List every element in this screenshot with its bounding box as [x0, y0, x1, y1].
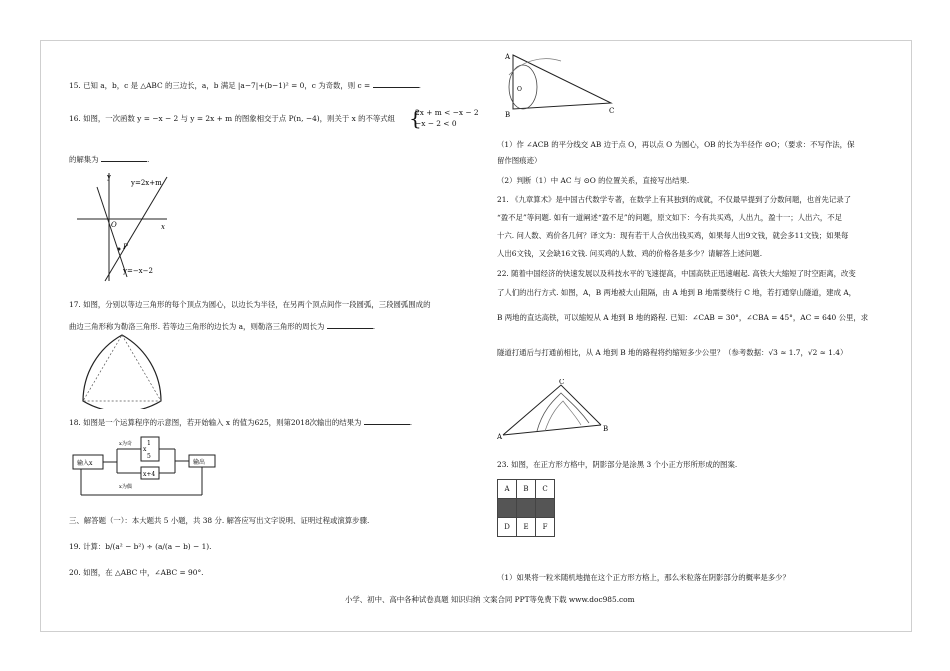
question-21: 21. 《九章算术》是中国古代数学专著，在数学上有其独到的成就，不仅最早提到了分数问题，也首先记录了: [497, 195, 852, 204]
svg-text:1: 1: [147, 440, 151, 447]
line-label-2: y=−x−2: [123, 267, 153, 275]
exam-page: 15. 已知 a，b，c 是 △ABC 的三边长，a，b 满足 |a−7|+(b−1)² = 0，c 为奇数，则 c = . 16. 如图，一次函数 y = −x − 2 与 y = 2x + m 的图象相交于点 P(n, −4)，则关于 x 的不等式组 { 2x + m < −x − 2 −x − 2 < 0 的解集为 . y x O P y=2x+m y=−x−2 17. 如图，分别以等边三角形的每个顶点为圆心，以边长为半径，在另两个顶点间作一段圆弧，三段圆弧围成的 曲边三角形称为勒洛三角形. 若等边三角形的边长为 a，则勒洛三角形的周长为 . 18. 如图是一个运算程序的示意图，若开始输入 x 的值为625，则第2018次输出的结果为 . 输入x x为奇 1 x 5 x+4 输出 x为偶 三、解答题（一）：本大题共 5 小题，共 38 分. 解答应写出文字说明、证明过程或演算步骤. 19. 计算：b/(a² − b²) ÷ (a/(a − b) − 1). 20. 如图，在 △ABC 中，∠ABC = 90°. A B C O （1）作 ∠ACB 的平分线交 AB 边于点 O，再以点 O 为圆心，OB 的长为半径作 ⊙O；（要求：不写作法，保 留作图痕迹） （2）判断（1）中 AC 与 ⊙O 的位置关系，直接写出结果. 21. 《九章算术》是中国古代数学专著，在数学上有其独到的成就，不仅最早提到了分数问题，也首先记录了 “盈不足”等问题. 如有一道阐述“盈不足”的问题，原文如下：今有共买鸡，人出九，盈十一；人出六，不足 十六. 问人数、鸡价各几何？译文为：现有若干人合伙出钱买鸡，如果每人出9文钱，就会多11文钱；如果每 人出6文钱，又会缺16文钱. 问买鸡的人数、鸡的价格各是多少？请解答上述问题. 22. 随着中国经济的快速发展以及科技水平的飞速提高，中国高铁正迅速崛起. 高铁大大缩短了时空距离，改变 了人们的出行方式. 如图，A，B 两地被大山阻隔，由 A 地到 B 地需要绕行 C 地，若打通穿山隧道，建成 A， B 两地的直达高铁，可以缩短从 A 地到 B 地的路程. 已知：∠CAB = 30°，∠CBA = 45°，AC = 640 公里，求 隧道打通后与打通前相比，从 A 地到 B 地的路程将约缩短多少公里？（参考数据：√3 ≈ 1.7，√2 ≈ 1.4） A B C 23. 如图，在正方形方格中，阴影部分是涂黑 3 个小正方形所形成的图案. A B C D E F （1）如果将一粒米随机地抛在这个正方形方格上，那么米粒落在阴影部分的概率是多少？: [40, 40, 912, 632]
grid-cell: F: [536, 518, 555, 537]
inequality-system: { 2x + m < −x − 2 −x − 2 < 0: [409, 106, 479, 130]
question-20-part-2: （2）判断（1）中 AC 与 ⊙O 的位置关系，直接写出结果.: [497, 176, 690, 185]
tunnel-point-a: A: [497, 433, 503, 441]
origin-label: O: [111, 221, 117, 229]
tunnel-point-c: C: [559, 379, 565, 386]
question-20: 20. 如图，在 △ABC 中，∠ABC = 90°.: [69, 568, 204, 577]
grid-cell: B: [517, 480, 536, 499]
question-15: 15. 已知 a，b，c 是 △ABC 的三边长，a，b 满足 |a−7|+(b−1)² = 0，c 为奇数，则 c = .: [69, 81, 421, 90]
tunnel-point-b: B: [603, 425, 609, 433]
square-grid: [497, 479, 555, 537]
point-o-label: O: [517, 86, 522, 93]
linear-function-graph: [69, 169, 209, 285]
question-18: 18. 如图是一个运算程序的示意图，若开始输入 x 的值为625，则第2018次输出的结果为 .: [69, 418, 413, 427]
question-19: 19. 计算：b/(a² − b²) ÷ (a/(a − b) − 1).: [69, 542, 212, 551]
mountain-tunnel-figure: [497, 379, 617, 441]
question-16-answer: 的解集为 .: [69, 155, 150, 164]
line-label-1: y=2x+m: [131, 179, 162, 187]
grid-cell: D: [498, 518, 517, 537]
grid-cell: C: [536, 480, 555, 499]
flow-cond-odd: x为奇: [119, 441, 132, 447]
x-axis-label: x: [161, 223, 165, 231]
question-20-part-1: （1）作 ∠ACB 的平分线交 AB 边于点 O，再以点 O 为圆心，OB 的长为半径作 ⊙O；（要求：不写作法，保: [497, 140, 855, 149]
triangle-circle-figure: [501, 51, 621, 123]
reuleaux-triangle: [77, 331, 167, 409]
flow-output: 输出: [193, 459, 206, 466]
flow-op-bottom: x+4: [143, 471, 156, 478]
point-c-label: C: [609, 107, 615, 115]
svg-text:x: x: [143, 446, 147, 453]
question-23-part-1: （1）如果将一粒米随机地抛在这个正方形方格上，那么米粒落在阴影部分的概率是多少？: [497, 573, 790, 582]
grid-cell-shaded: [517, 499, 536, 518]
point-a-label: A: [505, 53, 511, 61]
grid-cell-shaded: [536, 499, 555, 518]
question-20-part-1-cont: 留作图痕迹）: [497, 156, 542, 165]
question-22: 22. 随着中国经济的快速发展以及科技水平的飞速提高，中国高铁正迅速崛起. 高铁大大缩短了时空距离，改变: [497, 269, 856, 278]
page-footer: 小学、初中、高中各种试卷真题 知识归纳 文案合同 PPT等免费下载 www.doc985.com: [345, 595, 635, 604]
section-3-heading: 三、解答题（一）：本大题共 5 小题，共 38 分. 解答应写出文字说明、证明过程或演算步骤.: [69, 516, 370, 525]
grid-cell-shaded: [498, 499, 517, 518]
grid-cell: E: [517, 518, 536, 537]
flowchart: [69, 433, 239, 505]
answer-blank: [373, 79, 419, 88]
point-p-label: P: [123, 243, 128, 251]
y-axis-label: y: [107, 173, 111, 181]
flow-cond-even: x为偶: [119, 484, 132, 490]
question-17: 17. 如图，分别以等边三角形的每个顶点为圆心，以边长为半径，在另两个顶点间作一段圆弧，三段圆弧围成的: [69, 300, 431, 309]
svg-text:5: 5: [147, 453, 151, 460]
point-b-label: B: [505, 111, 511, 119]
question-17-cont: 曲边三角形称为勒洛三角形. 若等边三角形的边长为 a，则勒洛三角形的周长为 .: [69, 322, 376, 331]
question-23: 23. 如图，在正方形方格中，阴影部分是涂黑 3 个小正方形所形成的图案.: [497, 460, 738, 469]
grid-cell: A: [498, 480, 517, 499]
flow-input: 输入x: [77, 460, 93, 467]
question-16: 16. 如图，一次函数 y = −x − 2 与 y = 2x + m 的图象相交于点 P(n, −4)，则关于 x 的不等式组: [69, 114, 396, 123]
